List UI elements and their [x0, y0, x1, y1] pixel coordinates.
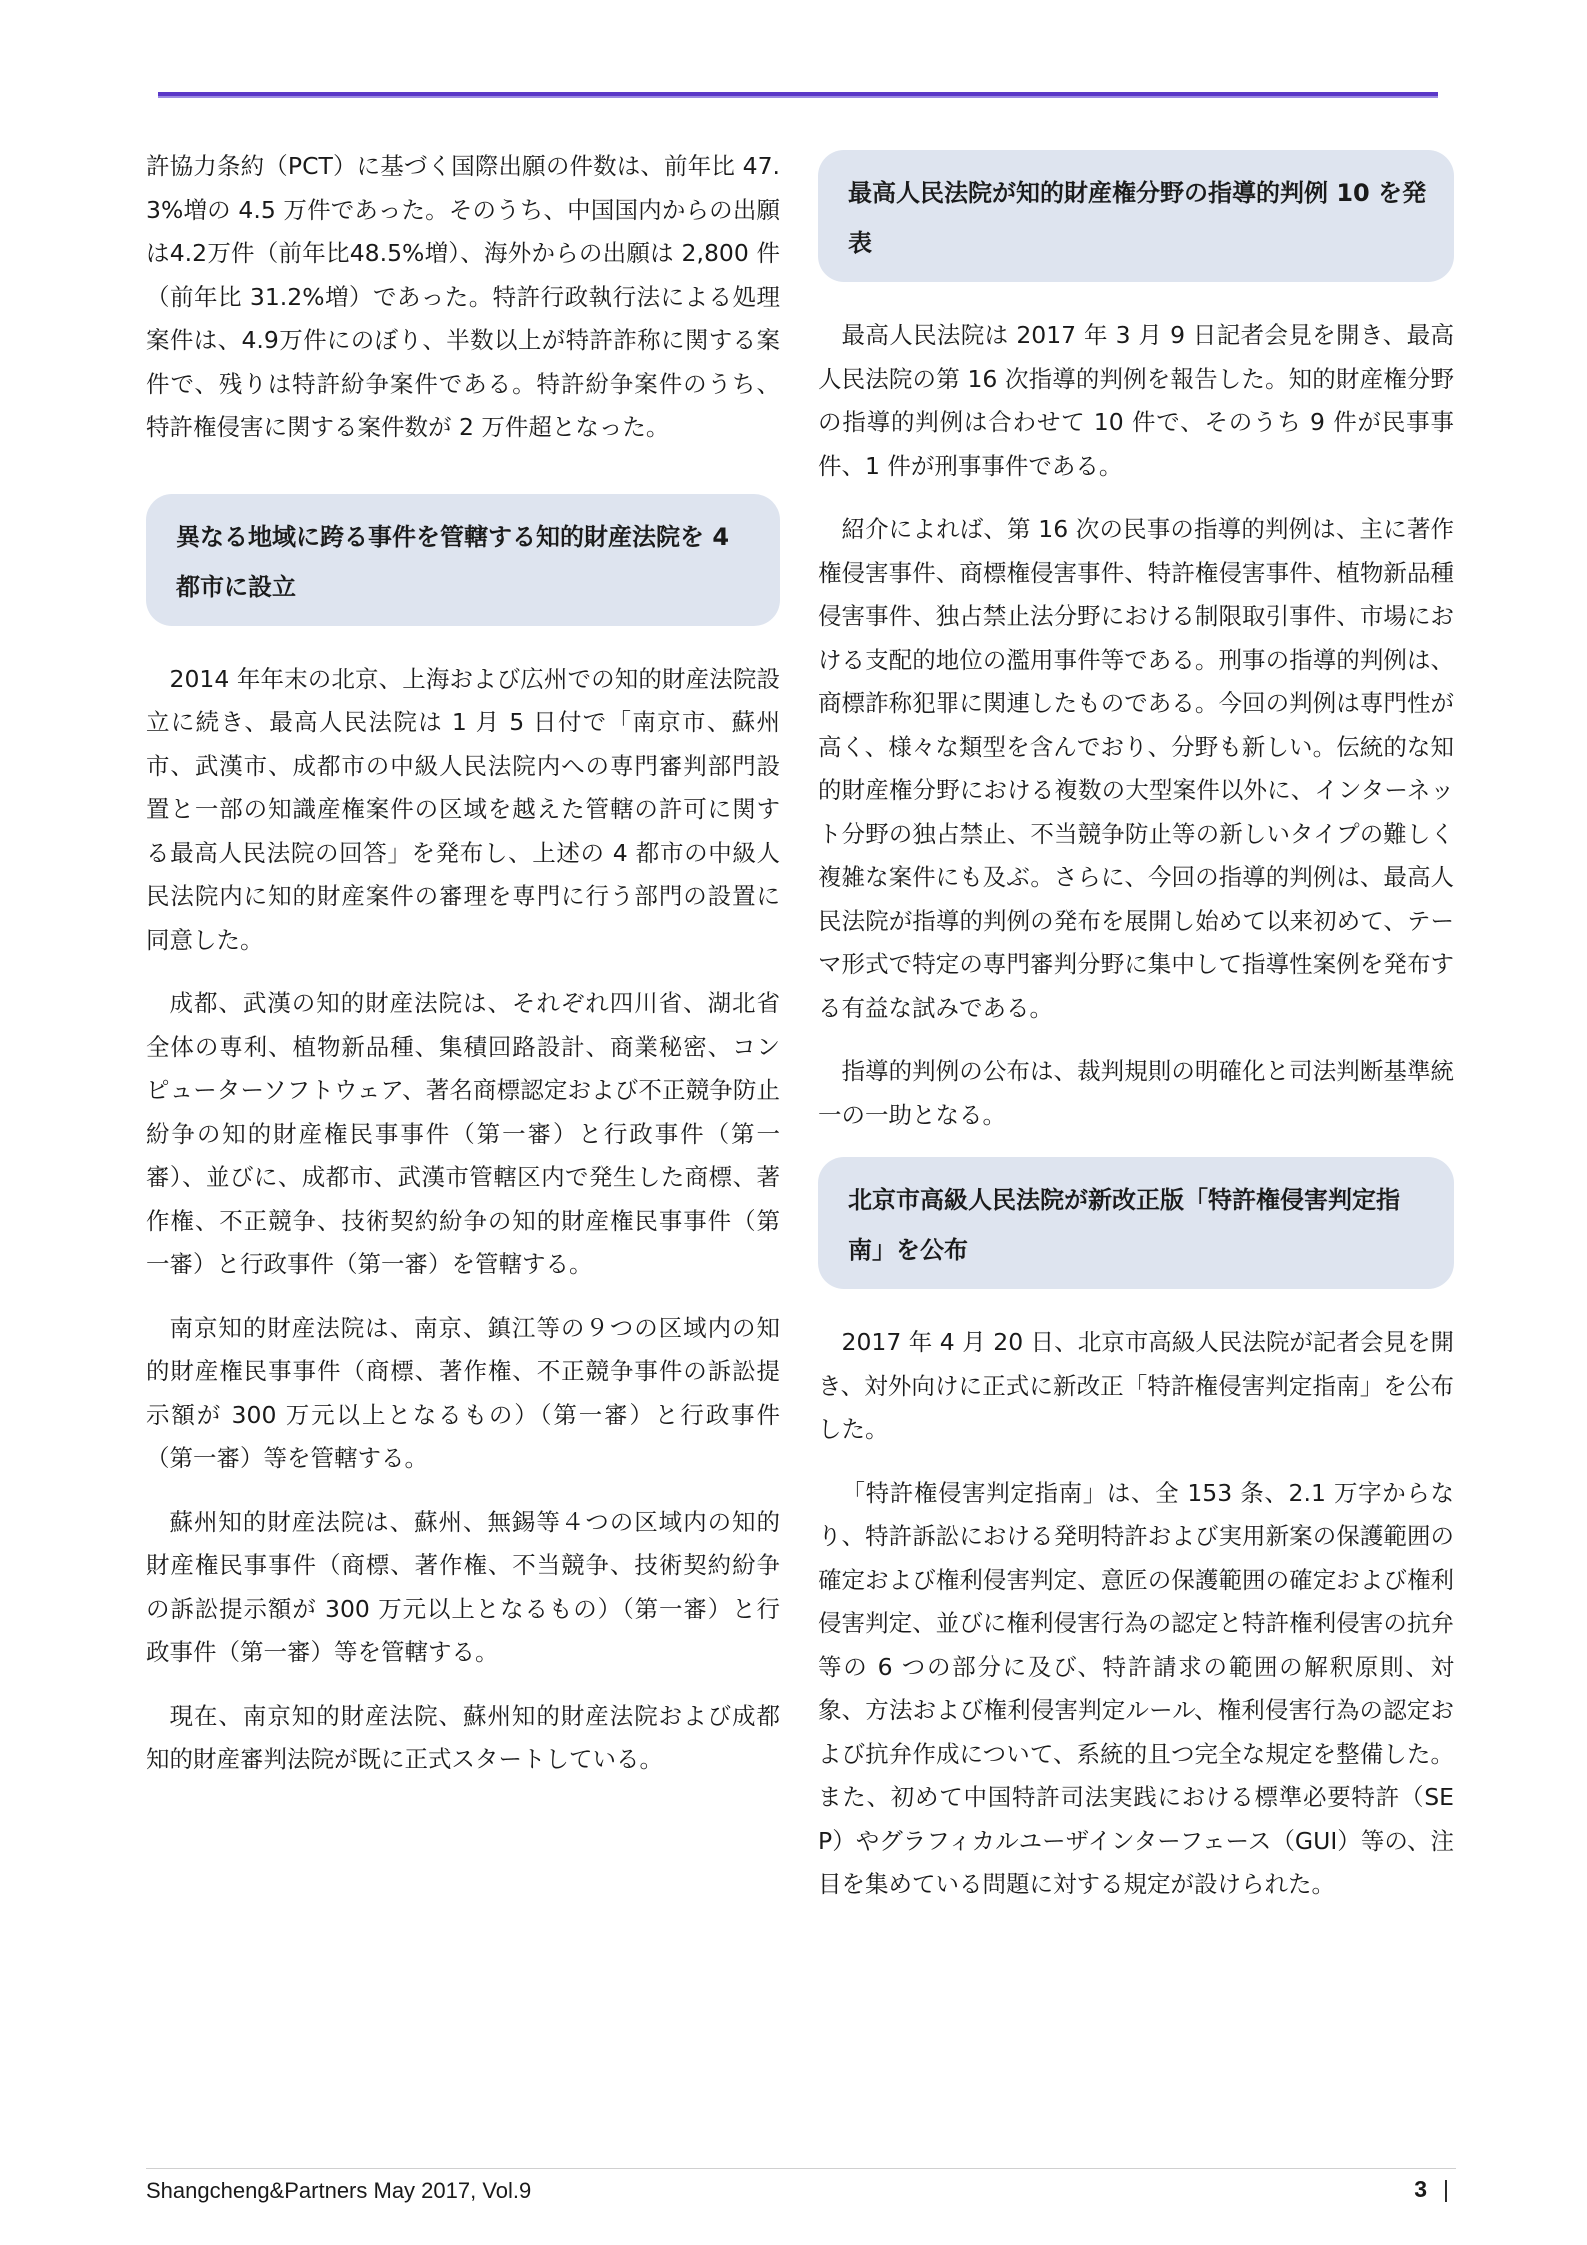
- left-paragraph-3: 成都、武漢の知的財産法院は、それぞれ四川省、湖北省全体の専利、植物新品種、集積回路設計、商業秘密、コンピューターソフトウェア、著名商標認定および不正競争防止紛争の知的財産権民事事件（第一審）と行政事件（第一審）、並びに、成都市、武漢市管轄区内で発生した商標、著作権、不正競争、技術契約紛争の知的財産権民事事件（第一審）と行政事件（第一審）を管轄する。: [146, 989, 780, 1278]
- left-paragraph-5: 蘇州知的財産法院は、蘇州、無錫等４つの区域内の知的財産権民事事件（商標、著作権、不当競争、技術契約紛争の訴訟提示額が 300 万元以上となるもの）（第一審）と行政事件（第一審）等を管轄する。: [146, 1507, 780, 1666]
- footer-publication: Shangcheng&Partners May 2017, Vol.9: [146, 2178, 532, 2203]
- section-heading-ip-courts: [146, 494, 780, 626]
- right-paragraph-2: 紹介によれば、第 16 次の民事の指導的判例は、主に著作権侵害事件、商標権侵害事件、特許権侵害事件、植物新品種侵害事件、独占禁止法分野における制限取引事件、市場における支配的地位の濫用事件等である。刑事の指導的判例は、商標詐称犯罪に関連したものである。今回の判例は専門性が高く、様々な類型を含んでおり、分野も新しい。伝統的な知的財産権分野における複数の大型案件以外に、インターネット分野の独占禁止、不当競争防止等の新しいタイプの難しく複雑な案件にも及ぶ。さらに、今回の指導的判例は、最高人民法院が指導的判例の発布を展開し始めて以来初めて、テーマ形式で特定の専門審判分野に集中して指導性案例を発布する有益な試みである。: [818, 515, 1454, 1022]
- section-heading-patent-guideline: [818, 1157, 1454, 1289]
- header-rule: [158, 92, 1438, 98]
- page-number: 3: [1414, 2176, 1428, 2202]
- left-paragraph-2: 2014 年年末の北京、上海および広州での知的財産法院設立に続き、最高人民法院は 1 月 5 日付で「南京市、蘇州市、武漢市、成都市の中級人民法院内への専門審判部門設置と一部の知識産権案件の区域を越えた管轄の許可に関する最高人民法院の回答」を発布し、上述の 4 都市の中級人民法院内に知的財産案件の審理を専門に行う部門の設置に同意した。: [146, 664, 780, 954]
- footer-separator: |: [1443, 2176, 1449, 2202]
- right-column: [818, 150, 1454, 1927]
- right-paragraph-1: 最高人民法院は 2017 年 3 月 9 日記者会見を開き、最高人民法院の第 16 次指導的判例を報告した。知的財産権分野の指導的判例は合わせて 10 件で、そのうち 9 件が民事事件、1 件が刑事事件である。: [818, 321, 1454, 480]
- left-paragraph-4: 南京知的財産法院は、南京、鎮江等の９つの区域内の知的財産権民事事件（商標、著作権、不正競争事件の訴訟提示額が 300 万元以上となるもの）（第一審）と行政事件（第一審）等を管轄する。: [146, 1313, 780, 1472]
- section-heading-guiding-cases: [818, 150, 1454, 282]
- section-heading-text: 最高人民法院が知的財産権分野の指導的判例 10 を発表: [848, 179, 1427, 257]
- right-paragraph-4: 2017 年 4 月 20 日、北京市高級人民法院が記者会見を開き、対外向けに正式に新改正「特許権侵害判定指南」を公布した。: [818, 1328, 1454, 1443]
- left-paragraph-6: 現在、南京知的財産法院、蘇州知的財産法院および成都知的財産審判法院が既に正式スタートしている。: [146, 1701, 780, 1773]
- left-column: [146, 145, 780, 1802]
- right-paragraph-3: 指導的判例の公布は、裁判規則の明確化と司法判断基準統一の一助となる。: [818, 1057, 1454, 1129]
- left-paragraph-1: 許協力条約（PCT）に基づく国際出願の件数は、前年比 47.3%増の 4.5 万件であった。そのうち、中国国内からの出願は4.2万件（前年比48.5%増）、海外からの出願は 2,800 件（前年比 31.2%増）であった。特許行政執行法による処理案件は、4.9万件にのぼり、半数以上が特許詐称に関する案件で、残りは特許紛争案件である。特許紛争案件のうち、特許権侵害に関する案件数が 2 万件超となった。: [146, 152, 780, 441]
- right-paragraph-5: 「特許権侵害判定指南」は、全 153 条、2.1 万字からなり、特許訴訟における発明特許および実用新案の保護範囲の確定および権利侵害判定、意匠の保護範囲の確定および権利侵害判定、並びに権利侵害行為の認定と特許権利侵害の抗弁等の 6 つの部分に及び、特許請求の範囲の解釈原則、対象、方法および権利侵害判定ルール、権利侵害行為の認定および抗弁作成について、系統的且つ完全な規定を整備した。また、初めて中国特許司法実践における標準必要特許（SEP）やグラフィカルユーザインターフェース（GUI）等の、注目を集めている問題に対する規定が設けられた。: [818, 1478, 1454, 1898]
- section-heading-text: 異なる地域に跨る事件を管轄する知的財産法院を 4 都市に設立: [176, 522, 730, 601]
- footer-page: [1414, 2176, 1449, 2203]
- footer-rule: [146, 2168, 1456, 2169]
- section-heading-text: 北京市高級人民法院が新改正版「特許権侵害判定指南」を公布: [848, 1186, 1400, 1264]
